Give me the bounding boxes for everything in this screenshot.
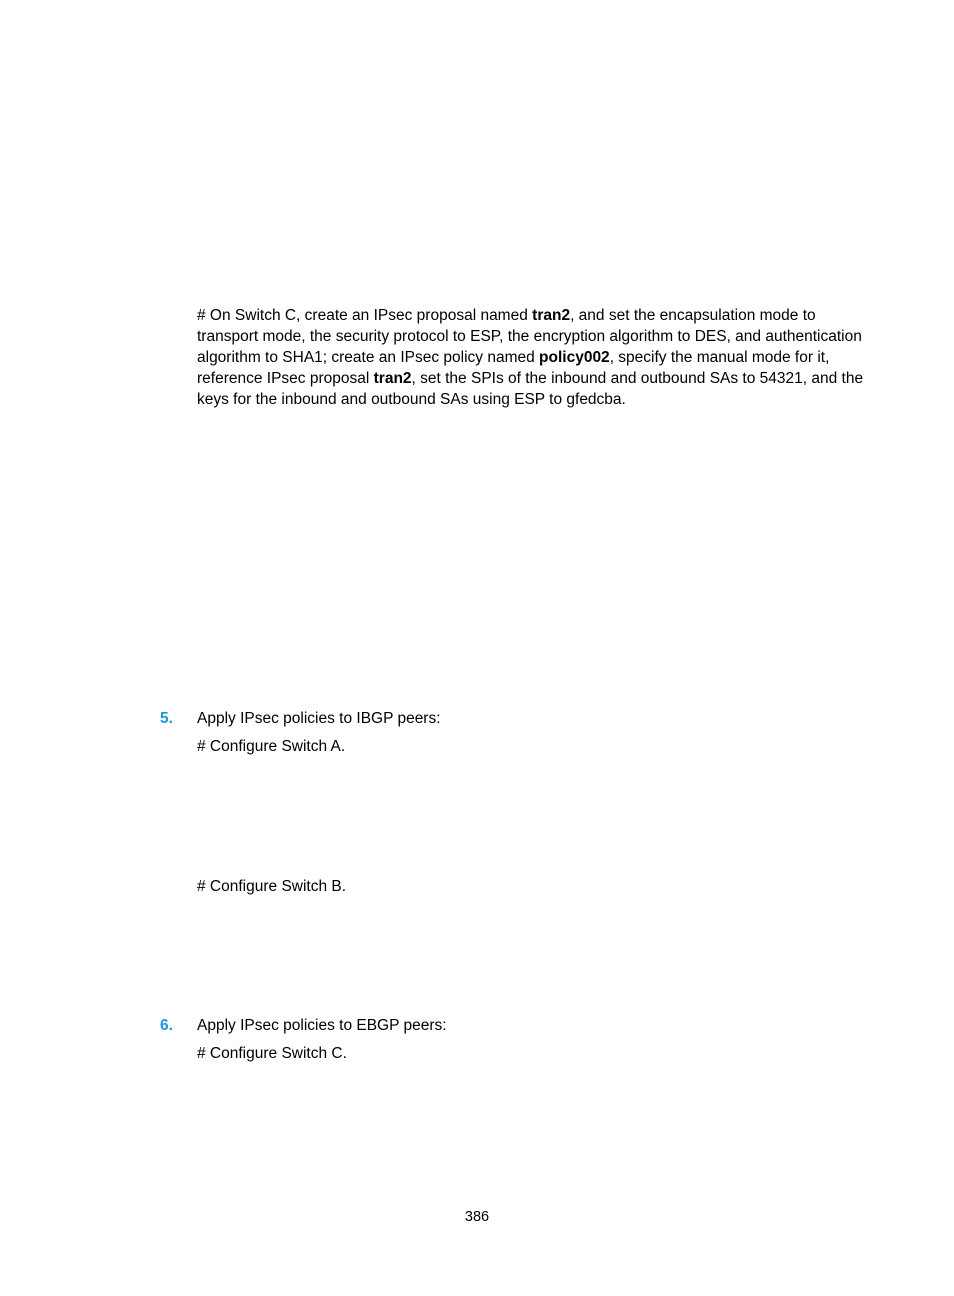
- intro-text-2: , and set the encapsulation mode to transport mode, the security protocol to ESP, the encryption algorithm to DES, and authentication algorithm to SHA1; create an IPsec policy named: [197, 307, 862, 366]
- intro-text-1: # On Switch C, create an IPsec proposal named: [197, 307, 533, 324]
- page-number: 386: [464, 1209, 490, 1225]
- policy-name: policy002: [539, 349, 610, 366]
- note-configure-switch-c: # Configure Switch C.: [197, 1045, 347, 1062]
- intro-text-4: , set the SPIs of the inbound and outbound SAs to 54321, and the keys for the inbound and outbound SAs using ESP to gfedcba.: [197, 370, 864, 408]
- intro-text-3: , specify the manual mode for it, reference IPsec proposal: [197, 349, 830, 387]
- step-6-number: 6.: [160, 1017, 173, 1034]
- step-5-title: Apply IPsec policies to IBGP peers:: [197, 710, 441, 727]
- note-configure-switch-a: # Configure Switch A.: [197, 738, 346, 755]
- step-6: [160, 1015, 447, 1036]
- step-5: [160, 708, 441, 729]
- note-configure-switch-b: # Configure Switch B.: [197, 878, 347, 895]
- proposal-name: tran2: [532, 307, 571, 324]
- step-5-number: 5.: [160, 710, 173, 727]
- intro-paragraph: [197, 305, 869, 410]
- step-6-title: Apply IPsec policies to EBGP peers:: [197, 1017, 447, 1034]
- proposal-name-ref: tran2: [373, 370, 412, 387]
